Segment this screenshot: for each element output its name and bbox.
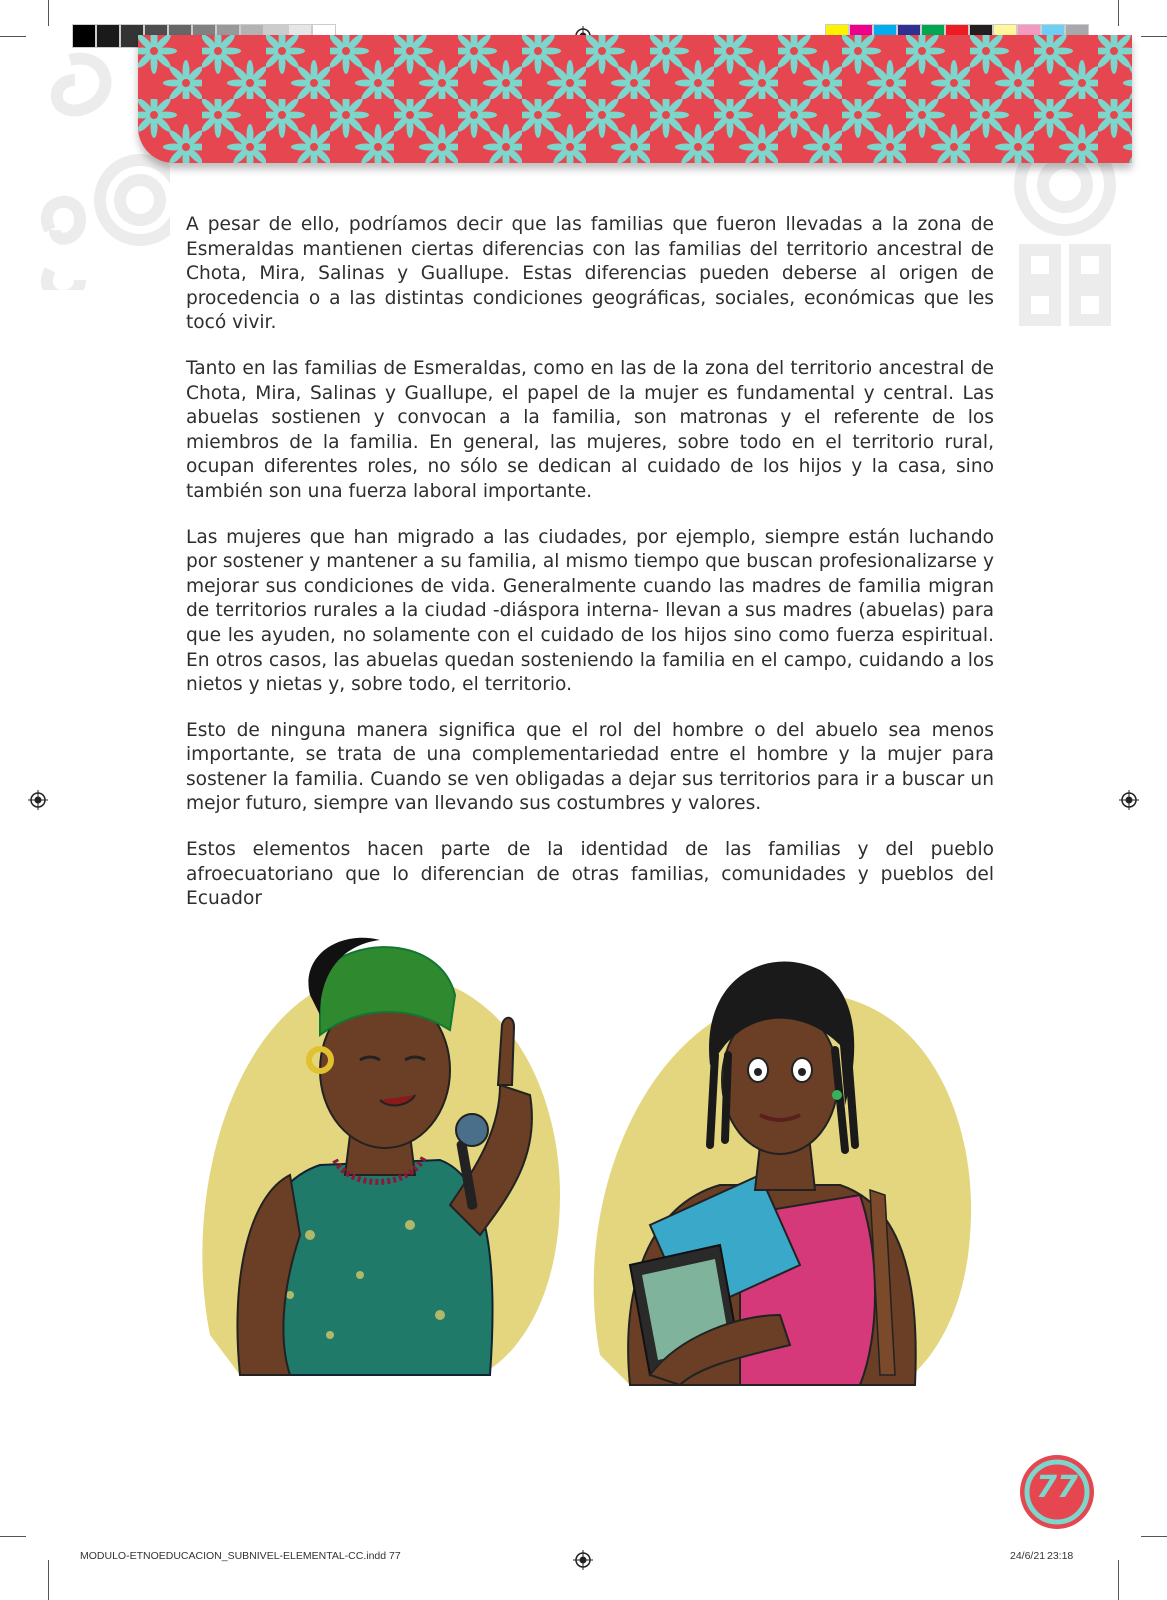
singer-woman-figure xyxy=(202,938,560,1375)
crop-mark xyxy=(1118,0,1119,26)
footer-filename: MODULO-ETNOEDUCACION_SUBNIVEL-ELEMENTAL-CC.indd 77 xyxy=(80,1550,401,1562)
registration-mark-icon xyxy=(573,1550,593,1570)
spiral-ornament-right xyxy=(985,150,1135,330)
body-text xyxy=(186,213,994,933)
crop-mark xyxy=(0,1536,26,1537)
paragraph: A pesar de ello, podríamos decir que las familias que fueron llevadas a la zona de Esmeraldas mantienen ciertas diferencias con las familias del territorio ancestral de Chota, Mira, Salinas y Guallupe. Estas diferencias pueden deberse al origen de procedencia o a las distintas condiciones geográficas, sociales, económicas que les tocó vivir. xyxy=(186,214,994,334)
page-number: 77 xyxy=(1036,1470,1078,1505)
women-illustration xyxy=(180,935,1010,1435)
crop-mark xyxy=(48,0,49,26)
student-woman-figure xyxy=(594,962,971,1385)
flower-pattern-icon xyxy=(138,35,1132,163)
paragraph: Esto de ninguna manera significa que el rol del hombre o del abuelo sea menos importante, se trata de una complementariedad entre el hombre y la mujer para sostener la familia. Cuando se ven obligadas a dejar sus territorios para ir a buscar un mejor futuro, siempre van llevando sus costumbres y valores. xyxy=(186,719,994,815)
crop-mark xyxy=(1118,1560,1119,1600)
crop-mark xyxy=(1141,36,1167,37)
paragraph: Estos elementos hacen parte de la identidad de las familias y del pueblo afroecuatoriano que lo diferencian de otras familias, comunidades y pueblos del Ecuador xyxy=(186,839,994,910)
paragraph: Las mujeres que han migrado a las ciudades, por ejemplo, siempre están luchando por sostener y mantener a su familia, al mismo tiempo que buscan profesionalizarse y mejorar sus condiciones de vida. Generalmente cuando las madres de familia migran de territorios rurales a la ciudad -diáspora interna- llevan a sus madres (abuelas) para que les ayuden, no solamente con el cuidado de los hijos sino como fuerza espiritual. En otros casos, las abuelas quedan sosteniendo la familia en el campo, cuidando a los nietos y nietas y, sobre todo, el territorio. xyxy=(186,526,994,696)
crop-mark xyxy=(1141,1536,1167,1537)
registration-mark-icon xyxy=(1119,790,1139,810)
crop-mark xyxy=(0,36,26,37)
footer-time: 23:18 xyxy=(1047,1550,1074,1562)
footer-date: 24/6/21 xyxy=(1010,1550,1046,1562)
paragraph: Tanto en las familias de Esmeraldas, como en las de la zona del territorio ancestral de Chota, Mira, Salinas y Guallupe, el papel de la mujer es fundamental y central. Las abuelas sostienen y convocan a la familia, son matronas y el referente de los miembros de la familia. En general, las mujeres, sobre todo en el territorio rural, ocupan diferentes roles, no sólo se dedican al cuidado de los hijos y la casa, sino también son una fuerza laboral importante. xyxy=(186,357,994,502)
header-pattern-band xyxy=(138,35,1132,163)
crop-mark xyxy=(48,1560,49,1600)
registration-mark-icon xyxy=(28,790,48,810)
